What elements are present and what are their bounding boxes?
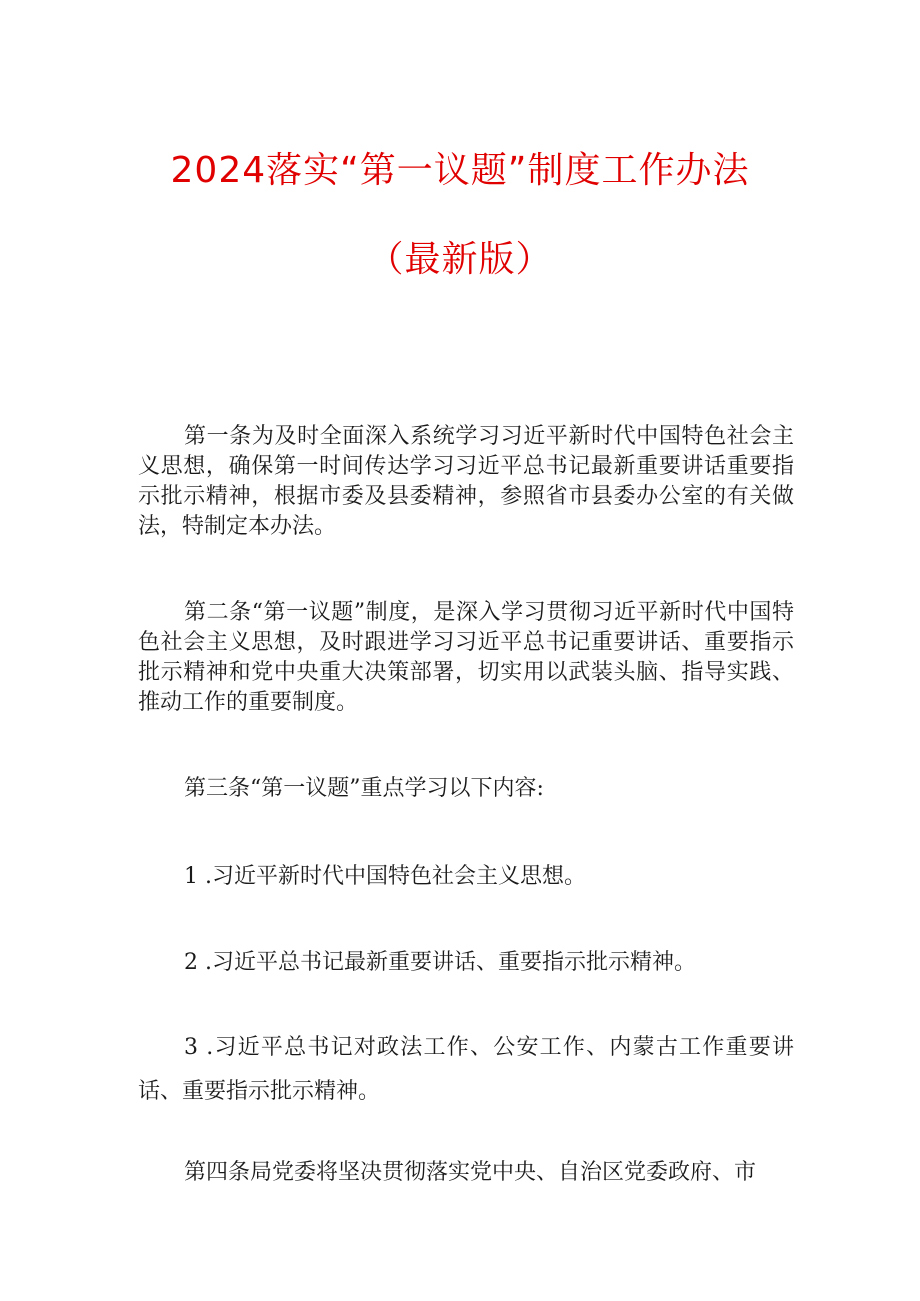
paragraph: 1 .习近平新时代中国特色社会主义思想。 <box>184 864 586 889</box>
paragraph: 2 .习近平总书记最新重要讲话、重要指示批示精神。 <box>184 950 696 975</box>
article-2 <box>138 598 794 718</box>
article-3 <box>138 774 794 804</box>
list-item-1 <box>138 862 794 892</box>
paragraph: 第二条“第一议题”制度，是深入学习贯彻习近平新时代中国特色社会主义思想，及时跟进学习习近平总书记重要讲话、重要指示批示精神和党中央重大决策部署，切实用以武装头脑、指导实践、推动工作的重要制度。 <box>138 600 794 715</box>
paragraph: 第三条“第一议题”重点学习以下内容: <box>184 776 544 801</box>
paragraph: 第四条局党委将坚决贯彻落实党中央、自治区党委政府、市 <box>184 1160 757 1185</box>
article-4 <box>138 1158 794 1188</box>
document-title: 2024落实“第一议题”制度工作办法 <box>170 150 750 191</box>
paragraph: 第一条为及时全面深入系统学习习近平新时代中国特色社会主义思想，确保第一时间传达学习习近平总书记最新重要讲话重要指示批示精神，根据市委及县委精神，参照省市县委办公室的有关做法，特制定本办法。 <box>138 424 794 539</box>
paragraph: 3 .习近平总书记对政法工作、公安工作、内蒙古工作重要讲话、重要指示批示精神。 <box>138 1035 794 1104</box>
list-item-2 <box>138 948 794 978</box>
article-1 <box>138 422 794 542</box>
document-subtitle: （最新版） <box>367 239 553 280</box>
list-item-3 <box>138 1026 794 1114</box>
